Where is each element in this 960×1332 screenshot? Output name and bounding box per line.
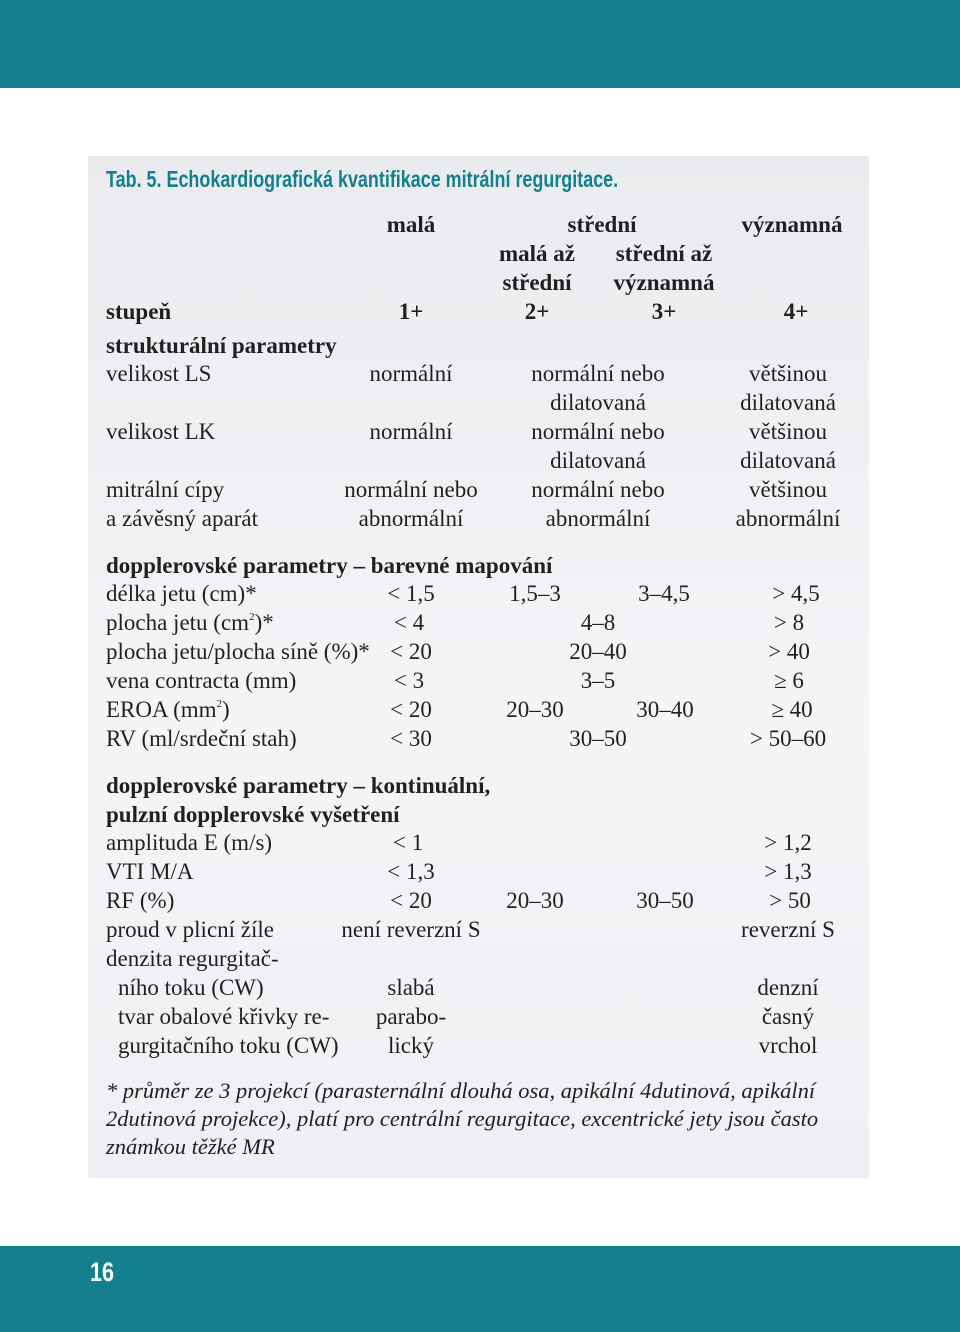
row-label-tvar-a: tvar obalové křivky re-: [118, 1004, 330, 1029]
velikost-ls-vyznamna-b: dilatovaná: [740, 390, 836, 415]
mitralni-vyznamna-b: abnormální: [735, 506, 841, 531]
velikost-lk-vyznamna-a: většinou: [749, 419, 827, 444]
tvar-4b: vrchol: [758, 1033, 818, 1058]
row-label-denzita-a: denzita regurgitač-: [106, 946, 279, 971]
row-label-delka-jetu: délka jetu (cm)*: [106, 581, 257, 606]
proud-1: není reverzní S: [341, 917, 481, 942]
row-label-velikost-lk: velikost LK: [106, 419, 216, 444]
velikost-ls-stredni-b: dilatovaná: [550, 390, 646, 415]
header-stredni-az-vyznamna: významná: [613, 270, 715, 295]
velikost-lk-vyznamna-b: dilatovaná: [740, 448, 836, 473]
rv-4: > 50–60: [749, 726, 827, 751]
eroa-4: ≥ 40: [771, 697, 813, 722]
footnote-line-2: 2dutinová projekce), platí pro centrální regurgitace, excentrické jety jsou často: [106, 1106, 819, 1131]
delka-jetu-3: 3–4,5: [638, 581, 690, 606]
rf-1: < 20: [390, 888, 432, 913]
footnote-line-3: známkou těžké MR: [106, 1134, 275, 1159]
velikost-lk-stredni-b: dilatovaná: [550, 448, 646, 473]
row-label-rf: RF (%): [106, 888, 175, 913]
bottom-color-bar: [0, 1246, 960, 1332]
footnote-line-1: * průměr ze 3 projekcí (parasternální dlouhá osa, apikální 4dutinová, apikální: [106, 1078, 816, 1103]
proud-4: reverzní S: [741, 917, 835, 942]
header-stredni-az: střední až: [615, 241, 713, 266]
footnote: [106, 1077, 866, 1161]
plocha-jetu-sine-23: 20–40: [569, 639, 627, 664]
velikost-ls-stredni-a: normální nebo: [531, 361, 665, 386]
amplituda-4: > 1,2: [764, 830, 812, 855]
amplituda-1: < 1: [392, 830, 424, 855]
row-label-velikost-ls: velikost LS: [106, 361, 212, 386]
delka-jetu-2: 1,5–3: [509, 581, 561, 606]
section-strukturalni: strukturální parametry: [106, 333, 337, 358]
vti-4: > 1,3: [764, 859, 812, 884]
vena-contracta-1: < 3: [393, 668, 425, 693]
top-color-bar: [0, 0, 960, 88]
delka-jetu-4: > 4,5: [772, 581, 820, 606]
tvar-1a: parabo-: [375, 1004, 447, 1029]
rv-1: < 30: [390, 726, 432, 751]
row-label-plocha-jetu: [106, 609, 274, 637]
section-doppler-kontinualni-2: pulzní dopplerovské vyšetření: [106, 802, 400, 827]
row-label-plocha-jetu-sine: plocha jetu/plocha síně (%)*: [106, 639, 370, 664]
header-vyznamna: významná: [741, 212, 843, 237]
section-doppler-kontinualni-1: dopplerovské parametry – kontinuální,: [106, 773, 491, 798]
velikost-lk-stredni-a: normální nebo: [531, 419, 665, 444]
eroa-3: 30–40: [636, 697, 694, 722]
vti-1: < 1,3: [387, 859, 435, 884]
rf-3: 30–50: [636, 888, 694, 913]
velikost-lk-mala: normální: [369, 419, 453, 444]
header-mala-az: malá až: [498, 241, 576, 266]
header-stredni: střední: [567, 212, 637, 237]
row-label-stupen: stupeň: [106, 299, 172, 324]
row-label-mitralni-b: a závěsný aparát: [106, 506, 258, 531]
stupen-1: 1+: [398, 299, 424, 324]
plocha-jetu-label-b: )*: [254, 610, 274, 635]
row-label-amplituda: amplituda E (m/s): [106, 830, 273, 855]
plocha-jetu-label-sup: 2: [249, 611, 255, 623]
plocha-jetu-23: 4–8: [580, 610, 616, 635]
row-label-mitralni-a: mitrální cípy: [106, 477, 225, 502]
table-caption: Tab. 5. Echokardiografická kvantifikace mitrální regurgitace.: [106, 166, 619, 192]
plocha-jetu-4: > 8: [773, 610, 805, 635]
plocha-jetu-sine-4: > 40: [768, 639, 810, 664]
delka-jetu-1: < 1,5: [387, 581, 435, 606]
rf-4: > 50: [769, 888, 811, 913]
plocha-jetu-1: < 4: [393, 610, 425, 635]
rv-23: 30–50: [569, 726, 627, 751]
tvar-4a: časný: [761, 1004, 815, 1029]
row-label-rv: RV (ml/srdeční stah): [106, 726, 297, 751]
velikost-ls-vyznamna-a: většinou: [749, 361, 827, 386]
eroa-label-a: EROA (mm: [106, 697, 217, 722]
stupen-2: 2+: [524, 299, 550, 324]
denzita-4: denzní: [757, 975, 819, 1000]
velikost-ls-mala: normální: [369, 361, 453, 386]
row-label-tvar-b: gurgitačního toku (CW): [118, 1033, 339, 1058]
header-mala: malá: [386, 212, 436, 237]
tvar-1b: lický: [388, 1033, 434, 1058]
section-doppler-barevne: dopplerovské parametry – barevné mapování: [106, 553, 553, 578]
page-number: 16: [90, 1257, 115, 1287]
vena-contracta-4: ≥ 6: [774, 668, 804, 693]
eroa-label-sup: 2: [216, 698, 223, 710]
eroa-label-b: ): [222, 697, 230, 722]
row-label-vena-contracta: vena contracta (mm): [106, 668, 297, 693]
stupen-4: 4+: [783, 299, 809, 324]
mitralni-vyznamna-a: většinou: [749, 477, 827, 502]
row-label-vti: VTI M/A: [106, 859, 194, 884]
mitralni-stredni-a: normální nebo: [531, 477, 665, 502]
plocha-jetu-sine-1: < 20: [390, 639, 432, 664]
plocha-jetu-label-a: plocha jetu (cm: [106, 610, 250, 635]
row-label-proud: proud v plicní žíle: [106, 917, 274, 942]
mitralni-mala-b: abnormální: [358, 506, 464, 531]
mitralni-stredni-b: abnormální: [545, 506, 651, 531]
denzita-1: slabá: [387, 975, 435, 1000]
row-label-eroa: [106, 696, 230, 724]
vena-contracta-23: 3–5: [580, 668, 616, 693]
rf-2: 20–30: [506, 888, 564, 913]
row-label-denzita-b: ního toku (CW): [118, 975, 264, 1000]
header-mala-az-stredni: střední: [502, 270, 572, 295]
eroa-2: 20–30: [506, 697, 564, 722]
eroa-1: < 20: [390, 697, 432, 722]
stupen-3: 3+: [651, 299, 677, 324]
mitralni-mala-a: normální nebo: [344, 477, 478, 502]
